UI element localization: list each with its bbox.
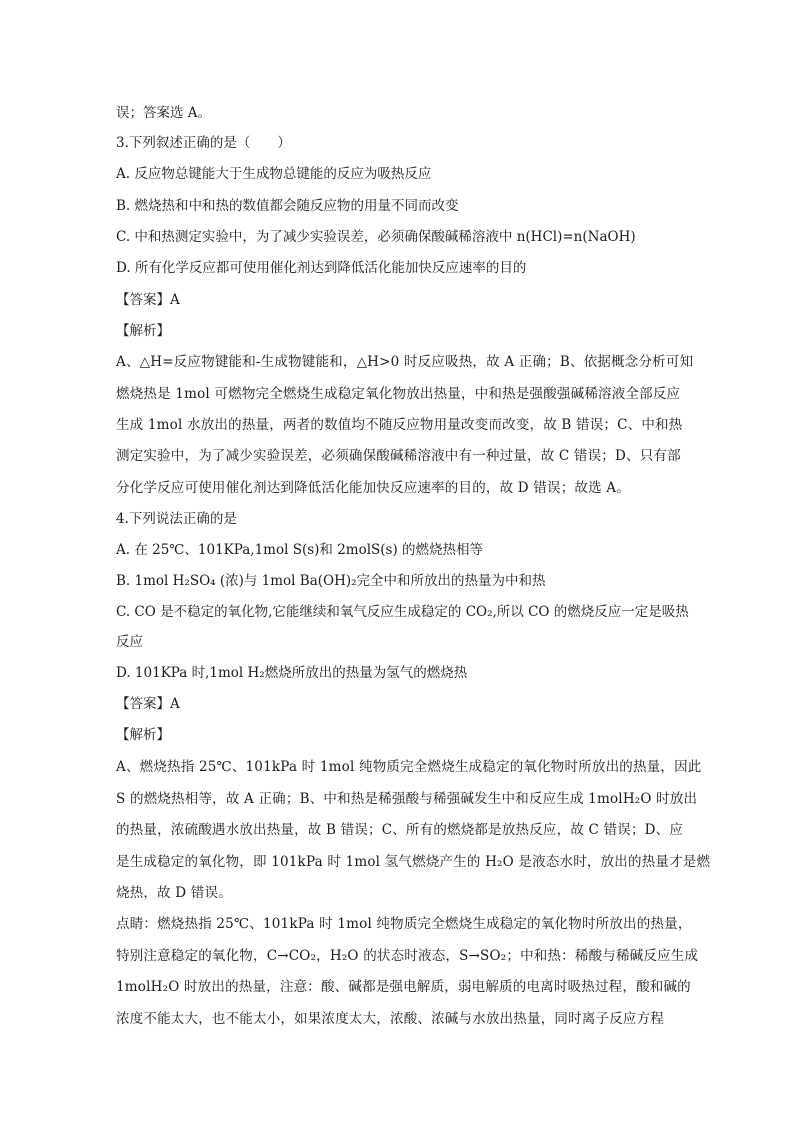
analysis-text-line: 生成 1mol 水放出的热量，两者的数值均不随反应物用量改变而改变，故 B 错误；C、中和热 bbox=[116, 417, 683, 433]
question-4-option-b: B. 1mol H₂SO₄ (浓)与 1mol Ba(OH)₂完全中和所放出的热量为中和热 bbox=[116, 573, 546, 589]
analysis-text-line: 是生成稳定的氧化物，即 101kPa 时 1mol 氢气燃烧产生的 H₂O 是液态水时，放出的热量才是燃 bbox=[116, 854, 711, 870]
question-4-option-c: C. CO 是不稳定的氧化物,它能继续和氧气反应生成稳定的 CO₂,所以 CO 的燃烧反应一定是吸热 bbox=[116, 604, 689, 620]
answer-label: 【答案】A bbox=[116, 696, 180, 712]
note-text-line: 点睛：燃烧热指 25℃、101kPa 时 1mol 纯物质完全燃烧生成稳定的氧化物时所放出的热量， bbox=[116, 916, 692, 932]
question-4-stem: 4.下列说法正确的是 bbox=[116, 511, 237, 527]
question-3-stem: 3.下列叙述正确的是（ ） bbox=[116, 135, 291, 151]
analysis-text-line: A、△H=反应物键能和-生成物键能和，△H>0 时反应吸热，故 A 正确；B、依据概念分析可知 bbox=[116, 354, 694, 370]
analysis-text-line: A、燃烧热指 25℃、101kPa 时 1mol 纯物质完全燃烧生成稳定的氧化物时所放出的热量，因此 bbox=[116, 759, 702, 775]
analysis-text-line: S 的燃烧热相等，故 A 正确；B、中和热是稀强酸与稀强碱发生中和反应生成 1molH₂O 时放出 bbox=[116, 791, 698, 807]
analysis-text-line: 分化学反应可使用催化剂达到降低活化能加快反应速率的目的，故 D 错误；故选 A。 bbox=[116, 480, 630, 496]
question-3-option-b: B. 燃烧热和中和热的数值都会随反应物的用量不同而改变 bbox=[116, 198, 459, 214]
note-text-line: 浓度不能太大，也不能太小，如果浓度太大，浓酸、浓碱与水放出热量，同时离子反应方程 bbox=[116, 1011, 664, 1027]
analysis-label: 【解析】 bbox=[116, 323, 170, 339]
text-line: 误；答案选 A。 bbox=[116, 105, 212, 121]
analysis-text-line: 测定实验中，为了减少实验误差，必须确保酸碱稀溶液中有一种过量，故 C 错误；D、只有部 bbox=[116, 448, 681, 464]
question-4-option-d: D. 101KPa 时,1mol H₂燃烧所放出的热量为氢气的燃烧热 bbox=[116, 665, 468, 681]
question-3-option-a: A. 反应物总键能大于生成物总键能的反应为吸热反应 bbox=[116, 166, 432, 182]
analysis-text-line: 烧热，故 D 错误。 bbox=[116, 885, 232, 901]
question-4-option-c-continued: 反应 bbox=[116, 634, 143, 650]
answer-label: 【答案】A bbox=[116, 292, 180, 308]
question-3-option-c: C. 中和热测定实验中，为了减少实验误差，必须确保酸碱稀溶液中 n(HCl)=n(NaOH) bbox=[116, 229, 636, 245]
note-text-line: 1molH₂O 时放出的热量，注意：酸、碱都是强电解质，弱电解质的电离时吸热过程，酸和碱的 bbox=[116, 979, 691, 995]
question-3-option-d: D. 所有化学反应都可使用催化剂达到降低活化能加快反应速率的目的 bbox=[116, 260, 527, 276]
analysis-text-line: 的热量，浓硫酸遇水放出热量，故 B 错误；C、所有的燃烧都是放热反应，故 C 错误；D、应 bbox=[116, 822, 684, 838]
analysis-text-line: 燃烧热是 1mol 可燃物完全燃烧生成稳定氧化物放出热量，中和热是强酸强碱稀溶液全部反应 bbox=[116, 386, 681, 402]
analysis-label: 【解析】 bbox=[116, 727, 170, 743]
note-text-line: 特别注意稳定的氧化物，C→CO₂，H₂O 的状态时液态，S→SO₂；中和热：稀酸与稀碱反应生成 bbox=[116, 948, 699, 964]
question-4-option-a: A. 在 25℃、101KPa,1mol S(s)和 2molS(s) 的燃烧热相等 bbox=[116, 542, 484, 558]
